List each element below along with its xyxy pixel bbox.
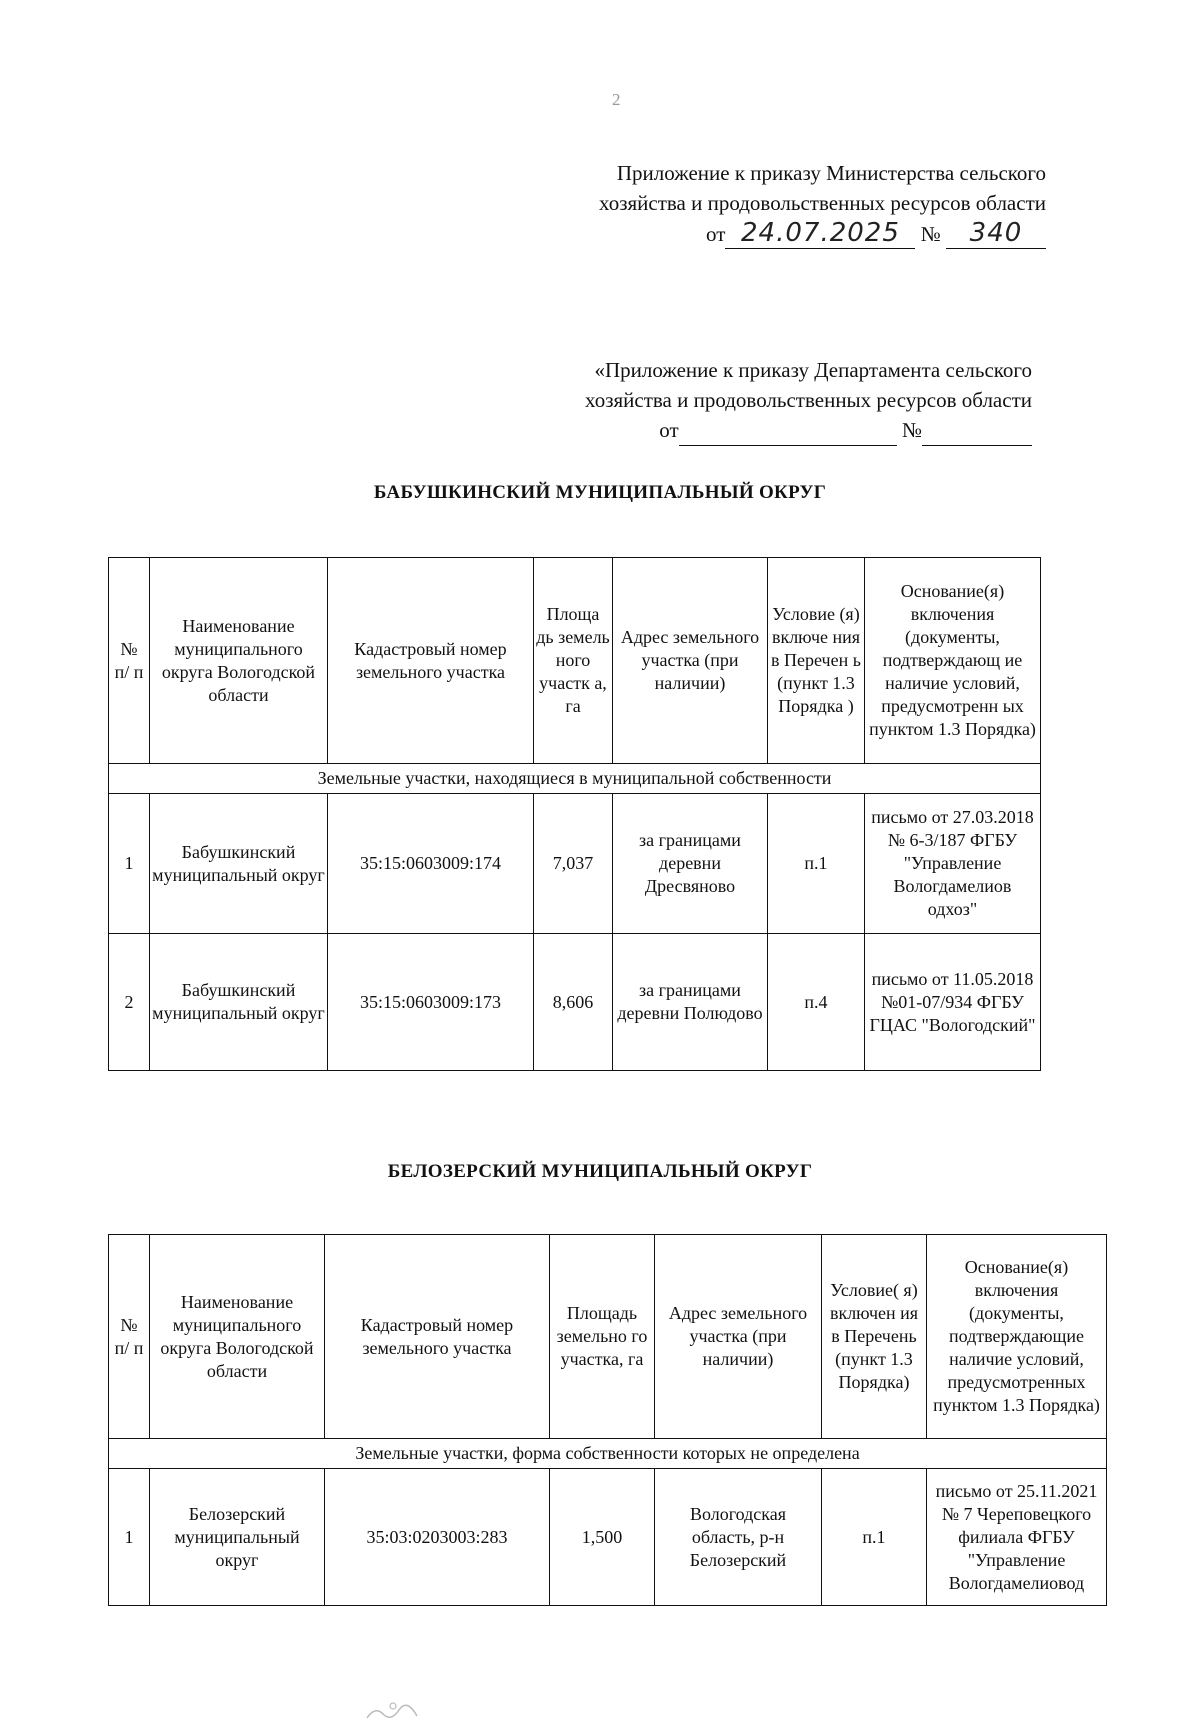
col-header-district: Наименование муниципального округа Вологодской области xyxy=(150,1235,325,1439)
table-babushkinsky xyxy=(108,557,1041,1071)
table-header-row xyxy=(109,558,1041,764)
col-header-condition: Условие( я) включен ия в Перечень (пункт 1.3 Порядка) xyxy=(822,1235,927,1439)
col-header-condition: Условие (я) включе ния в Перечен ь (пункт 1.3 Порядка ) xyxy=(768,558,865,764)
page-number: 2 xyxy=(612,90,621,109)
number-prefix: № xyxy=(920,222,941,246)
section-title-belozersky: БЕЛОЗЕРСКИЙ МУНИЦИПАЛЬНЫЙ ОКРУГ xyxy=(387,1161,813,1182)
table-subheader-row xyxy=(109,764,1041,794)
row-address: Вологодская область, р-н Белозерский xyxy=(655,1469,822,1606)
row-basis: письмо от 11.05.2018 №01-07/934 ФГБУ ГЦАС "Вологодский" xyxy=(865,934,1041,1071)
col-header-number: № п/ п xyxy=(109,558,150,764)
row-number: 1 xyxy=(109,1469,150,1606)
quoted-date-prefix: от xyxy=(659,418,679,442)
row-condition: п.1 xyxy=(768,794,865,934)
row-cadastral: 35:03:0203003:283 xyxy=(325,1469,550,1606)
order-header xyxy=(599,158,1046,249)
row-area: 1,500 xyxy=(550,1469,655,1606)
row-district: Белозерский муниципальный округ xyxy=(150,1469,325,1606)
col-header-address: Адрес земельного участка (при наличии) xyxy=(655,1235,822,1439)
table-subheader-row xyxy=(109,1439,1107,1469)
table-belozersky xyxy=(108,1234,1107,1606)
quoted-date-blank xyxy=(679,415,897,446)
header-line-2: хозяйства и продовольственных ресурсов области xyxy=(599,191,1046,215)
date-prefix: от xyxy=(706,222,726,246)
quoted-number-blank xyxy=(922,415,1032,446)
row-basis: письмо от 25.11.2021 № 7 Череповецкого филиала ФГБУ "Управление Вологдамелиовод xyxy=(927,1469,1107,1606)
order-number: 340 xyxy=(946,218,1046,249)
row-condition: п.1 xyxy=(822,1469,927,1606)
col-header-area: Площадь земельно го участка, га xyxy=(550,1235,655,1439)
stamp-fragment-icon xyxy=(365,1700,425,1720)
row-cadastral: 35:15:0603009:174 xyxy=(328,794,534,934)
row-address: за границами деревни Дресвяново xyxy=(613,794,768,934)
header-line-1: Приложение к приказу Министерства сельского xyxy=(616,161,1046,185)
row-condition: п.4 xyxy=(768,934,865,1071)
quoted-header-line-1: «Приложение к приказу Департамента сельского xyxy=(594,358,1032,382)
row-area: 8,606 xyxy=(534,934,613,1071)
ownership-subheader: Земельные участки, форма собственности которых не определена xyxy=(109,1439,1107,1469)
col-header-cadastral: Кадастровый номер земельного участка xyxy=(325,1235,550,1439)
row-number: 2 xyxy=(109,934,150,1071)
col-header-basis: Основание(я) включения (документы, подтверждающ ие наличие условий, предусмотренн ых пунктом 1.3 Порядка) xyxy=(865,558,1041,764)
order-date: 24.07.2025 xyxy=(725,218,915,249)
quoted-header-line-2: хозяйства и продовольственных ресурсов области xyxy=(585,388,1032,412)
col-header-cadastral: Кадастровый номер земельного участка xyxy=(328,558,534,764)
col-header-number: № п/ п xyxy=(109,1235,150,1439)
col-header-basis: Основание(я) включения (документы, подтверждающие наличие условий, предусмотренных пунктом 1.3 Порядка) xyxy=(927,1235,1107,1439)
quoted-number-prefix: № xyxy=(901,418,922,442)
row-number: 1 xyxy=(109,794,150,934)
col-header-area: Площа дь земель ного участк а, га xyxy=(534,558,613,764)
row-district: Бабушкинский муниципальный округ xyxy=(150,934,328,1071)
ownership-subheader: Земельные участки, находящиеся в муниципальной собственности xyxy=(109,764,1041,794)
row-address: за границами деревни Полюдово xyxy=(613,934,768,1071)
table-row xyxy=(109,934,1041,1071)
section-title-babushkinsky: БАБУШКИНСКИЙ МУНИЦИПАЛЬНЫЙ ОКРУГ xyxy=(373,482,827,503)
quoted-appendix-header xyxy=(585,355,1032,446)
row-basis: письмо от 27.03.2018 № 6-3/187 ФГБУ "Управление Вологдамелиов одхоз" xyxy=(865,794,1041,934)
table-row xyxy=(109,794,1041,934)
row-cadastral: 35:15:0603009:173 xyxy=(328,934,534,1071)
quoted-date-number xyxy=(585,415,1032,446)
table-header-row xyxy=(109,1235,1107,1439)
row-area: 7,037 xyxy=(534,794,613,934)
col-header-address: Адрес земельного участка (при наличии) xyxy=(613,558,768,764)
order-date-number xyxy=(599,218,1046,249)
col-header-district: Наименование муниципального округа Вологодской области xyxy=(150,558,328,764)
table-row xyxy=(109,1469,1107,1606)
row-district: Бабушкинский муниципальный округ xyxy=(150,794,328,934)
